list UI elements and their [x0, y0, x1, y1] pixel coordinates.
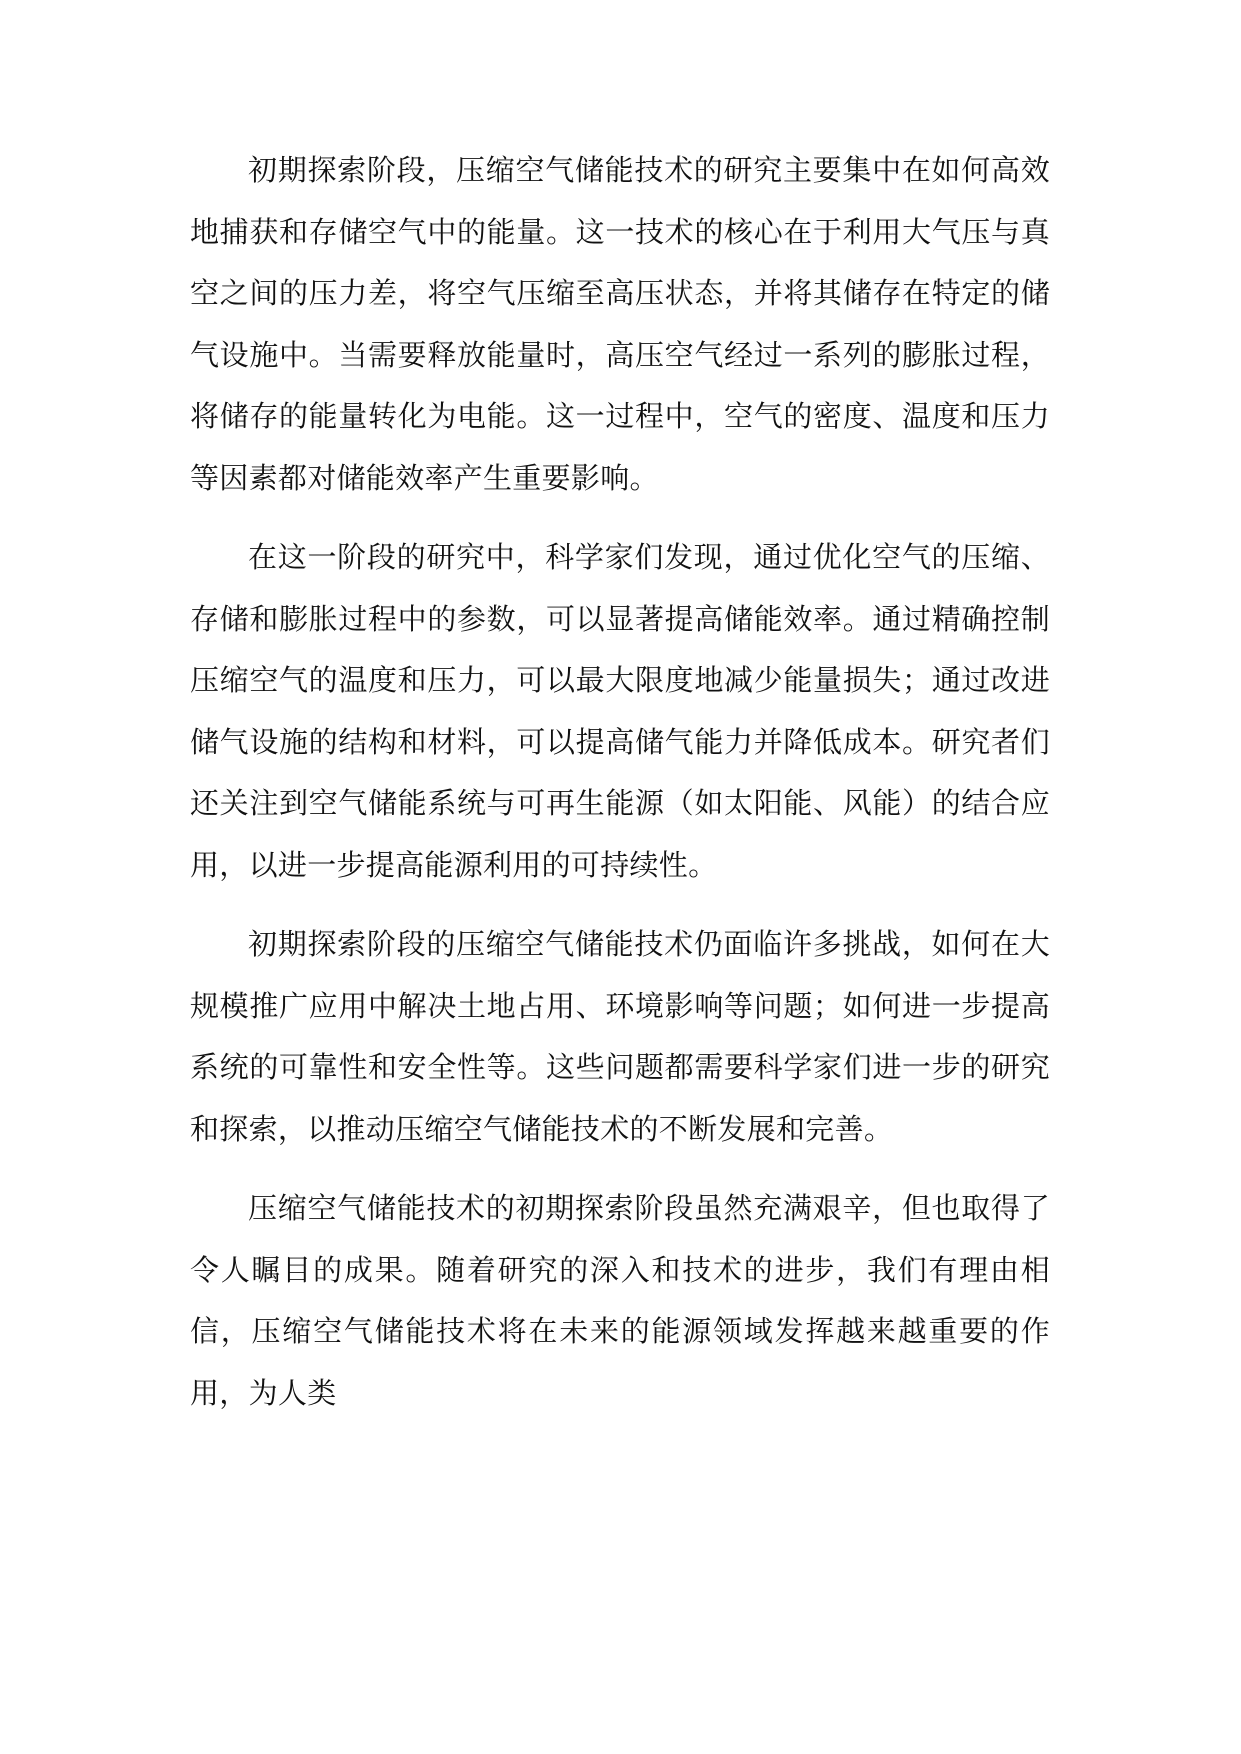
paragraph-4: 压缩空气储能技术的初期探索阶段虽然充满艰辛，但也取得了令人瞩目的成果。随着研究的深入和技术的进步，我们有理由相信，压缩空气储能技术将在未来的能源领域发挥越来越重要的作用，为人类 [190, 1191, 1050, 1410]
document-body [190, 140, 1050, 1442]
paragraph-1: 初期探索阶段，压缩空气储能技术的研究主要集中在如何高效地捕获和存储空气中的能量。这一技术的核心在于利用大气压与真空之间的压力差，将空气压缩至高压状态，并将其储存在特定的储气设施中。当需要释放能量时，高压空气经过一系列的膨胀过程，将储存的能量转化为电能。这一过程中，空气的密度、温度和压力等因素都对储能效率产生重要影响。 [190, 153, 1050, 495]
paragraph-2: 在这一阶段的研究中，科学家们发现，通过优化空气的压缩、存储和膨胀过程中的参数，可以显著提高储能效率。通过精确控制压缩空气的温度和压力，可以最大限度地减少能量损失；通过改进储气设施的结构和材料，可以提高储气能力并降低成本。研究者们还关注到空气储能系统与可再生能源（如太阳能、风能）的结合应用，以进一步提高能源利用的可持续性。 [190, 540, 1050, 882]
paragraph-3: 初期探索阶段的压缩空气储能技术仍面临许多挑战，如何在大规模推广应用中解决土地占用、环境影响等问题；如何进一步提高系统的可靠性和安全性等。这些问题都需要科学家们进一步的研究和探索，以推动压缩空气储能技术的不断发展和完善。 [190, 927, 1050, 1146]
